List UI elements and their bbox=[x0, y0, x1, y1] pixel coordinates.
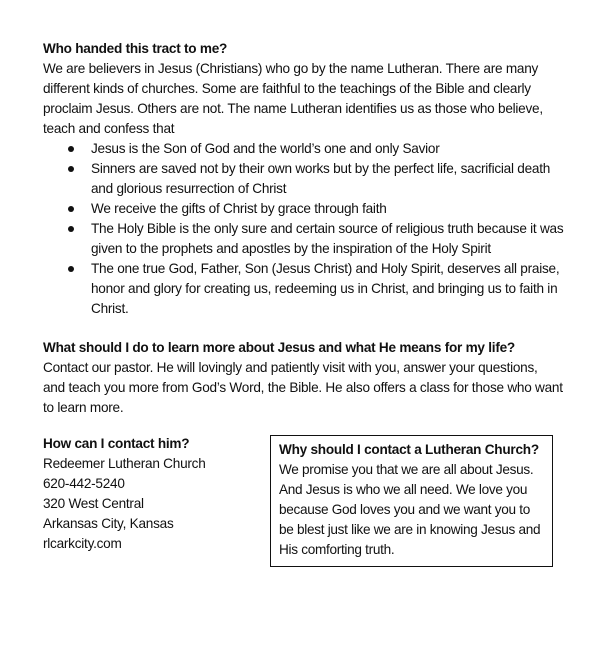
who-heading: Who handed this tract to me? bbox=[43, 41, 228, 56]
who-section bbox=[43, 39, 593, 319]
belief-line: Christ. bbox=[91, 301, 129, 316]
learn-heading: What should I do to learn more about Jesus and what He means for my life? bbox=[43, 340, 515, 355]
bullet-icon bbox=[68, 206, 74, 212]
bullet-icon bbox=[68, 166, 74, 172]
belief-line: honor and glory for creating us, redeeming us in Christ, and bringing us to faith in bbox=[91, 281, 558, 296]
learn-line: Contact our pastor. He will lovingly and patiently visit with you, answer your questions, bbox=[43, 360, 538, 375]
why-heading: Why should I contact a Lutheran Church? bbox=[279, 442, 539, 457]
belief-line: The one true God, Father, Son (Jesus Christ) and Holy Spirit, deserves all praise, bbox=[91, 261, 560, 276]
belief-line: We receive the gifts of Christ by grace through faith bbox=[91, 201, 387, 216]
belief-line: Jesus is the Son of God and the world’s one and only Savior bbox=[91, 141, 440, 156]
learn-line: and teach you more from God’s Word, the Bible. He also offers a class for those who want bbox=[43, 380, 563, 395]
phone-number: 620-442-5240 bbox=[43, 476, 125, 491]
belief-item bbox=[43, 159, 593, 199]
belief-item bbox=[43, 199, 593, 219]
contact-heading: How can I contact him? bbox=[43, 436, 190, 451]
why-line: And Jesus is who we all need. We love you bbox=[279, 482, 528, 497]
belief-line: Sinners are saved not by their own works but by the perfect life, sacrificial death bbox=[91, 161, 551, 176]
church-name: Redeemer Lutheran Church bbox=[43, 456, 206, 471]
who-line: different kinds of churches. Some are faithful to the teachings of the Bible and clearly bbox=[43, 81, 531, 96]
belief-line: The Holy Bible is the only sure and certain source of religious truth because it was bbox=[91, 221, 564, 236]
website: rlcarkcity.com bbox=[43, 536, 122, 551]
belief-item bbox=[43, 259, 593, 319]
why-line: because God loves you and we want you to bbox=[279, 502, 530, 517]
bullet-icon bbox=[68, 146, 74, 152]
who-line: teach and confess that bbox=[43, 121, 175, 136]
belief-line: given to the prophets and apostles by the inspiration of the Holy Spirit bbox=[91, 241, 491, 256]
bullet-icon bbox=[68, 266, 74, 272]
why-line: We promise you that we are all about Jesus. bbox=[279, 462, 534, 477]
beliefs-list bbox=[43, 139, 593, 319]
learn-section bbox=[43, 338, 593, 418]
who-line: proclaim Jesus. Others are not. The name Lutheran identifies us as those who believe, bbox=[43, 101, 543, 116]
belief-item bbox=[43, 139, 593, 159]
why-line: His comforting truth. bbox=[279, 542, 395, 557]
belief-item bbox=[43, 219, 593, 259]
street-address: 320 West Central bbox=[43, 496, 144, 511]
bullet-icon bbox=[68, 226, 74, 232]
contact-section bbox=[43, 434, 263, 554]
city-state: Arkansas City, Kansas bbox=[43, 516, 174, 531]
why-line: be blest just like we are in knowing Jesus and bbox=[279, 522, 541, 537]
why-box bbox=[270, 435, 553, 567]
learn-line: to learn more. bbox=[43, 400, 124, 415]
who-line: We are believers in Jesus (Christians) who go by the name Lutheran. There are many bbox=[43, 61, 539, 76]
belief-line: and glorious resurrection of Christ bbox=[91, 181, 287, 196]
